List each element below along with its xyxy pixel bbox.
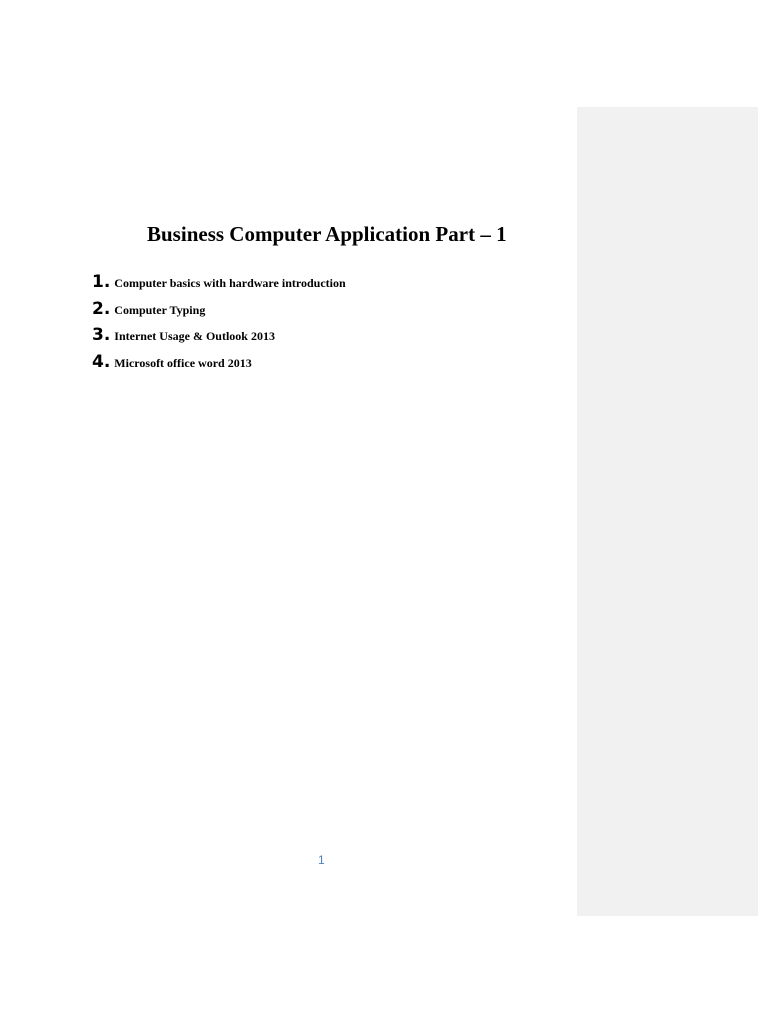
list-item-text: Microsoft office word 2013 <box>114 355 252 370</box>
document-title: Business Computer Application Part – 1 <box>147 222 507 246</box>
list-item <box>92 352 346 379</box>
list-item <box>92 272 346 299</box>
list-item-text: Computer basics with hardware introduction <box>114 276 346 290</box>
list-item-text: Internet Usage & Outlook 2013 <box>114 329 275 343</box>
list-item-number: 4. <box>92 351 111 372</box>
topic-list <box>92 272 346 378</box>
list-item-number: 3. <box>92 325 111 345</box>
list-item-text: Computer Typing <box>114 302 206 317</box>
list-item-number: 1. <box>92 272 111 292</box>
page-number: 1 <box>318 853 325 867</box>
list-item <box>92 299 346 326</box>
list-item-number: 2. <box>92 298 111 319</box>
list-item <box>92 325 346 352</box>
comment-pane <box>577 107 758 916</box>
